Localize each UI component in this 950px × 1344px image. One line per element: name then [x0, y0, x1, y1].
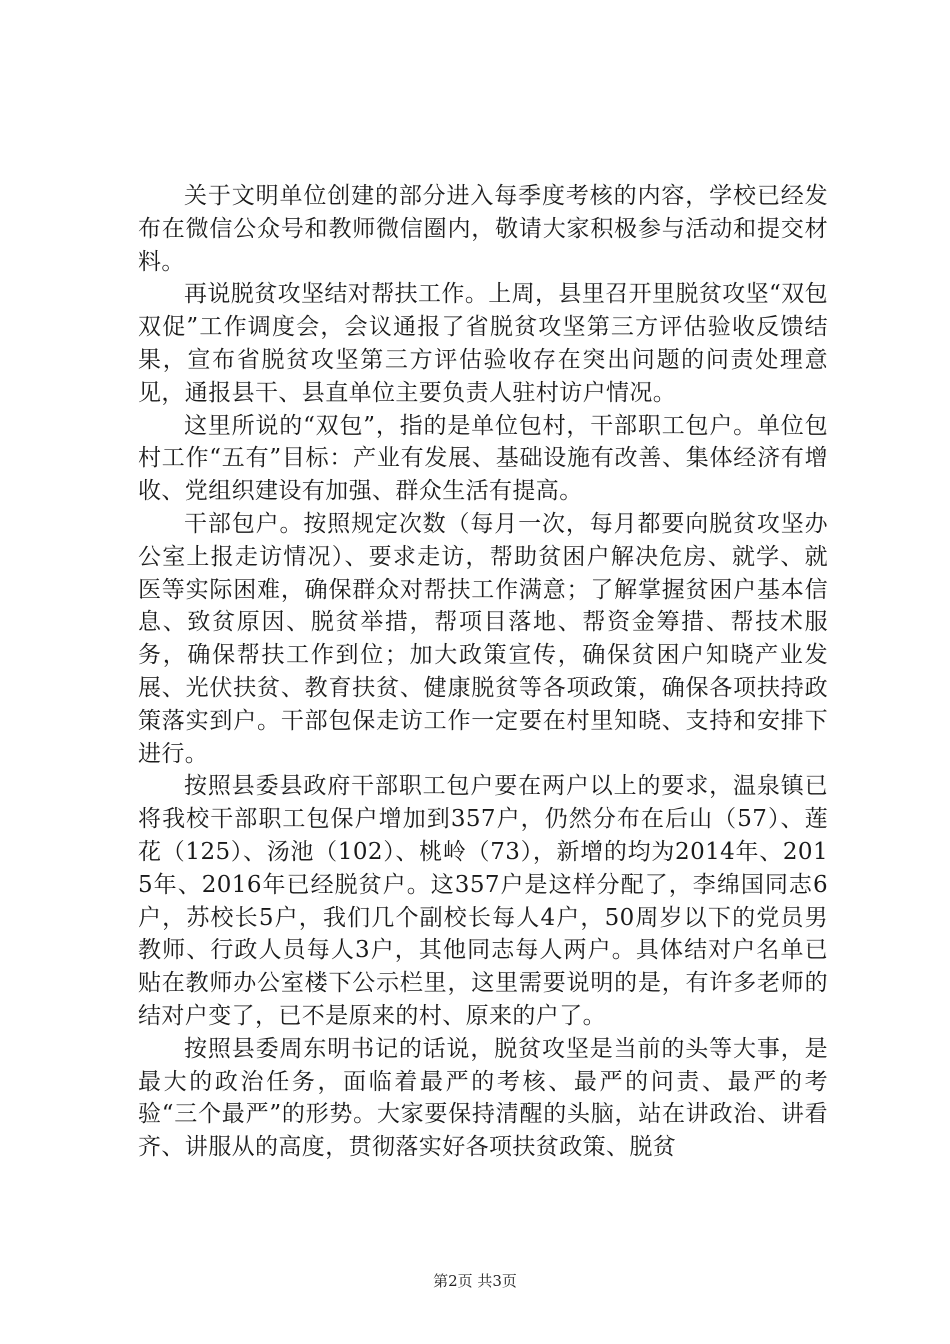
paragraph-poverty-meeting: 再说脱贫攻坚结对帮扶工作。上周，县里召开里脱贫攻坚“双包双促”工作调度会，会议通报了省脱贫攻坚第三方评估验收反馈结果，宣布省脱贫攻坚第三方评估验收存在突出问题的问责处理意见，通报县干、县直单位主要负责人驻村访户情况。 — [138, 281, 828, 406]
paragraph-double-package: 这里所说的“双包”，指的是单位包村，干部职工包户。单位包村工作“五有”目标：产业有发展、基础设施有改善、集体经济有增收、党组织建设有加强、群众生活有提高。 — [138, 412, 828, 505]
document-body — [138, 180, 828, 1164]
paragraph-secretary-remarks: 按照县委周东明书记的话说，脱贫攻坚是当前的头等大事，是最大的政治任务，面临着最严的考核、最严的问责、最严的考验“三个最严”的形势。大家要保持清醒的头脑，站在讲政治、讲看齐、讲服从的高度，贯彻落实好各项扶贫政策、脱贫 — [138, 1035, 828, 1161]
paragraph-civilized-unit: 关于文明单位创建的部分进入每季度考核的内容，学校已经发布在微信公众号和教师微信圈内，敬请大家积极参与活动和提交材料。 — [138, 183, 828, 275]
page-footer: 第2页 共3页 — [433, 1272, 517, 1290]
paragraph-cadre-households: 干部包户。按照规定次数（每月一次，每月都要向脱贫攻坚办公室上报走访情况）、要求走访，帮助贫困户解决危房、就学、就医等实际困难，确保群众对帮扶工作满意；了解掌握贫困户基本信息、致贫原因、脱贫举措，帮项目落地、帮资金筹措、帮技术服务，确保帮扶工作到位；加大政策宣传，确保贫困户知晓产业发展、光伏扶贫、教育扶贫、健康脱贫等各项政策，确保各项扶持政策落实到户。干部包保走访工作一定要在村里知晓、支持和安排下进行。 — [138, 510, 828, 767]
paragraph-household-allocation: 按照县委县政府干部职工包户要在两户以上的要求，温泉镇已将我校干部职工包保户增加到357户，仍然分布在后山（57）、莲花（125）、汤池（102）、桃岭（73），新增的均为2014年、2015年、2016年已经脱贫户。这357户是这样分配了，李绵国同志6户，苏校长5户，我们几个副校长每人4户，50周岁以下的党员男教师、行政人员每人3户，其他同志每人两户。具体结对户名单已贴在教师办公室楼下公示栏里，这里需要说明的是，有许多老师的结对户变了，已不是原来的村、原来的户了。 — [138, 773, 828, 1029]
